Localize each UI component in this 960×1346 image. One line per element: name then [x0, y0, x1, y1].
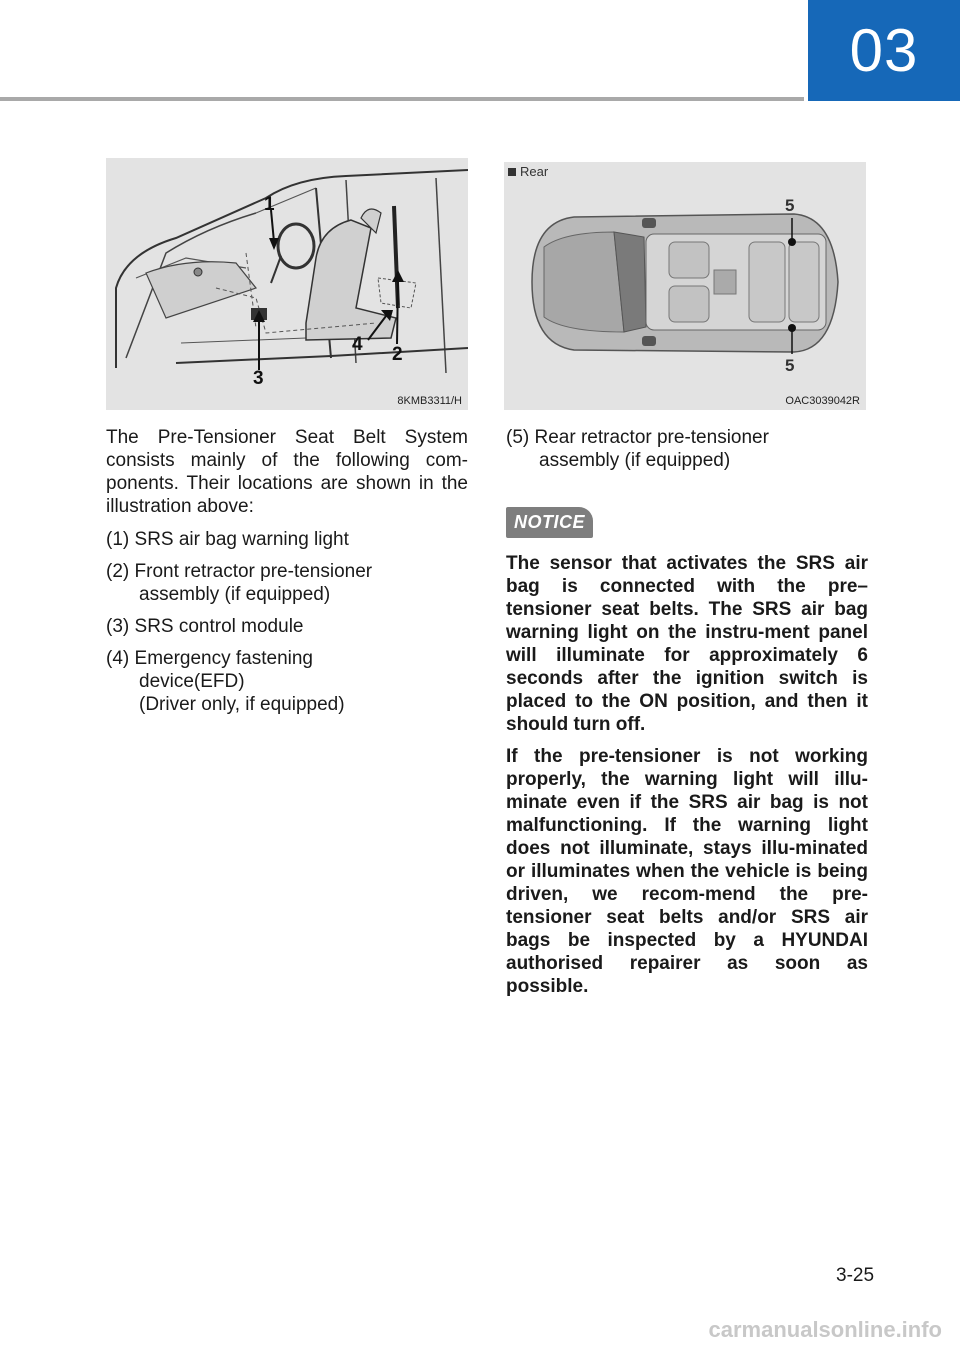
callout-3: 3	[253, 368, 264, 389]
item-continuation: device(EFD)	[139, 671, 245, 692]
item-number: (1)	[106, 529, 130, 550]
figure-label	[508, 164, 548, 179]
item-text: SRS air bag warning light	[134, 529, 349, 550]
callout-2: 2	[392, 344, 403, 365]
item-text: Rear retractor pre-tensioner	[534, 427, 769, 448]
vehicle-top-illustration	[504, 162, 866, 410]
figure-code: 8KMB3311/H	[397, 395, 462, 407]
notice-badge: NOTICE	[506, 507, 593, 538]
list-item	[106, 560, 468, 606]
right-column	[506, 426, 868, 998]
item-text: Emergency fastening	[134, 648, 314, 669]
item-continuation: assembly (if equipped)	[139, 584, 331, 605]
list-item	[106, 528, 468, 551]
notice-paragraph: The sensor that activates the SRS air bag is connected with the pre–tensioner seat belts. The SRS air bag warning light on the instru-ment panel will illuminate for approximately 6 seconds after the ignition switch is placed to the ON position, and then it should turn off.	[506, 553, 868, 735]
figure-top-view	[504, 162, 866, 410]
notice-paragraph: If the pre-tensioner is not working properly, the warning light will illu-minate even if the SRS air bag is not malfunctioning. If the warning light does not illuminate, stays illu-minated or illuminates when the vehicle is being driven, we recom-mend the pre-tensioner seat belts and/or SRS air bags be inspected by a HYUNDAI authorised repairer as soon as possible.	[506, 746, 868, 997]
item-number: (3)	[106, 616, 130, 637]
intro-paragraph: The Pre-Tensioner Seat Belt System consists mainly of the following com-ponents. Their locations are shown in the illustration above:	[106, 427, 468, 517]
chapter-tab: 03	[808, 0, 960, 101]
figure-code: OAC3039042R	[785, 395, 860, 407]
item-text: Front retractor pre-tensioner	[134, 561, 373, 582]
list-item	[106, 647, 468, 716]
item-continuation: assembly (if equipped)	[539, 450, 731, 471]
item-continuation: (Driver only, if equipped)	[139, 694, 345, 715]
watermark: carmanualsonline.info	[708, 1317, 942, 1342]
list-item	[106, 615, 468, 638]
square-bullet-icon	[508, 168, 516, 176]
callout-4: 4	[352, 334, 363, 355]
vehicle-side-illustration	[106, 158, 468, 410]
page-number: 3-25	[836, 1265, 875, 1286]
callout-1: 1	[264, 194, 275, 215]
component-list-continued	[506, 426, 868, 472]
item-text: SRS control module	[134, 616, 304, 637]
callout-5-bottom: 5	[785, 356, 795, 375]
item-number: (5)	[506, 427, 530, 448]
left-column	[106, 426, 468, 725]
list-item	[506, 426, 868, 472]
figure-side-view	[106, 158, 468, 410]
component-list	[106, 528, 468, 716]
figure-label-text: Rear	[520, 164, 549, 179]
item-number: (2)	[106, 561, 130, 582]
callout-5-top: 5	[785, 196, 795, 215]
header-rule	[0, 97, 804, 101]
item-number: (4)	[106, 648, 130, 669]
